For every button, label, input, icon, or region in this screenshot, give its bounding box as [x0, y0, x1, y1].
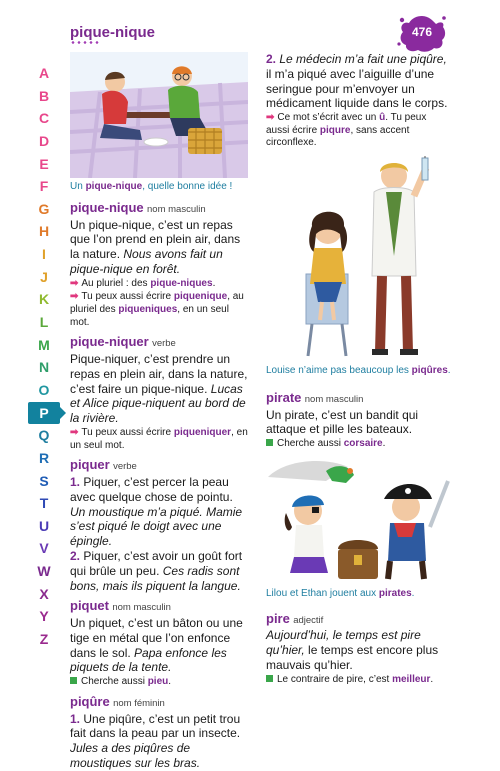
entry-pire [266, 612, 452, 629]
entry-piqure [70, 695, 250, 712]
green-square-icon [266, 439, 273, 446]
note: ➡ Tu peux aussi écrire piqueniquer, en un seul mot. [70, 426, 248, 451]
alphabet-index [28, 62, 60, 651]
alphabet-letter-m[interactable]: M [38, 336, 50, 353]
note: ➡ Au pluriel : des pique-niques. [70, 277, 216, 289]
green-square-icon [70, 677, 77, 684]
alphabet-letter-y[interactable]: Y [39, 608, 49, 625]
part-of-speech: nom féminin [113, 697, 165, 709]
alphabet-letter-s[interactable]: S [39, 472, 49, 489]
alphabet-letter-r[interactable]: R [38, 449, 50, 466]
doctor-caption: Louise n’aime pas beaucoup les piqûres. [266, 364, 451, 376]
left-column [70, 52, 250, 771]
green-square-icon [266, 675, 273, 682]
sense-1: 1. Piquer, c’est percer la peau avec quelque chose de pointu. Un moustique m’a piqué. Mamie s’est piqué le doigt avec une épingle. [70, 474, 243, 549]
alphabet-letter-q[interactable]: Q [38, 427, 50, 444]
alphabet-letter-h[interactable]: H [38, 223, 50, 240]
definition: Un pique-nique, c’est un repas que l’on prend en plein air, dans la nature. Nous avons fait un pique-nique en forêt. [70, 217, 241, 276]
definition: Pique-niquer, c’est prendre un repas en plein air, dans la nature, c’est faire un pique-nique. Lucas et Alice pique-niquent au bord de la rivière. [70, 351, 248, 426]
entry-piquet [70, 599, 250, 616]
title-dots [70, 41, 100, 44]
alphabet-letter-f[interactable]: F [39, 178, 49, 195]
alphabet-letter-a[interactable]: A [38, 65, 50, 81]
alphabet-letter-w[interactable]: W [37, 563, 51, 580]
alphabet-letter-p[interactable]: P [28, 402, 60, 425]
right-column [266, 52, 452, 687]
sense-2: 2. Piquer, c’est avoir un goût fort qui brûle un peu. Ces radis sont bons, mais ils piquent la langue. [70, 548, 243, 593]
see-also: Cherche aussi corsaire. [266, 438, 452, 451]
sense-2: 2. Le médecin m’a fait une piqûre, il m’a piqué avec l’aiguille d’une seringue pour m’envoyer un médicament liquide dans le corps. [266, 52, 448, 111]
doctor-illustration [266, 156, 452, 362]
alphabet-letter-g[interactable]: G [38, 200, 50, 217]
arrow-icon: ➡ [266, 112, 275, 124]
alphabet-letter-x[interactable]: X [39, 585, 49, 602]
pirates-illustration [266, 457, 452, 585]
headword: pirate [266, 389, 302, 405]
page-number: 476 [411, 25, 433, 39]
headword: piquer [70, 457, 110, 473]
alphabet-letter-t[interactable]: T [39, 495, 49, 512]
headword: pique-niquer [70, 334, 149, 350]
definition: Aujourd’hui, le temps est pire qu’hier, le temps est encore plus mauvais qu’hier. [266, 628, 439, 672]
alphabet-letter-i[interactable]: I [42, 246, 46, 263]
part-of-speech: verbe [152, 338, 176, 350]
page-title: pique-nique [70, 24, 155, 41]
see-also: Cherche aussi pieu. [70, 676, 250, 689]
alphabet-letter-b[interactable]: B [38, 87, 50, 104]
alphabet-letter-n[interactable]: N [38, 359, 50, 376]
entry-pirate [266, 391, 452, 408]
note: ➡ Tu peux aussi écrire piquenique, au pluriel des piqueniques, en un seul mot. [70, 291, 244, 328]
part-of-speech: nom masculin [304, 393, 364, 405]
alphabet-letter-o[interactable]: O [38, 381, 50, 398]
part-of-speech: nom masculin [112, 602, 171, 614]
headword: pique-nique [70, 199, 144, 215]
alphabet-letter-e[interactable]: E [39, 155, 49, 172]
alphabet-letter-v[interactable]: V [39, 540, 49, 557]
pirates-caption: Lilou et Ethan jouent aux pirates. [266, 587, 415, 599]
entry-piquer [70, 458, 250, 475]
arrow-icon: ➡ [70, 426, 79, 438]
picnic-illustration [70, 52, 248, 178]
arrow-icon: ➡ [70, 291, 79, 303]
alphabet-letter-k[interactable]: K [38, 291, 50, 308]
headword: pire [266, 610, 290, 626]
picnic-caption: Un pique-nique, quelle bonne idée ! [70, 181, 233, 192]
headword: piquet [70, 598, 109, 614]
definition: Un pirate, c’est un bandit qui attaque et pille les bateaux. [266, 407, 419, 437]
alphabet-letter-j[interactable]: J [40, 268, 48, 285]
alphabet-letter-u[interactable]: U [38, 517, 50, 534]
alphabet-letter-l[interactable]: L [39, 314, 49, 331]
alphabet-letter-d[interactable]: D [38, 132, 50, 149]
entry-pique-niquer [70, 335, 250, 352]
alphabet-letter-c[interactable]: C [38, 110, 50, 127]
alphabet-letter-z[interactable]: Z [39, 631, 49, 648]
note: ➡ Ce mot s’écrit avec un û. Tu peux aussi écrire piqure, sans accent circonflexe. [266, 112, 427, 149]
part-of-speech: adjectif [293, 614, 324, 626]
entry-pique-nique [70, 201, 250, 218]
page-number-badge [396, 12, 448, 54]
sense-1: 1. Une piqûre, c’est un petit trou fait dans la peau par un insecte. Jules a des piqûres de moustiques sur les bras. [70, 711, 241, 771]
antonym: Le contraire de pire, c’est meilleur. [266, 674, 452, 687]
part-of-speech: nom masculin [147, 203, 206, 215]
part-of-speech: verbe [113, 461, 137, 473]
headword: piqûre [70, 693, 110, 709]
arrow-icon: ➡ [70, 277, 79, 289]
definition: Un piquet, c’est un bâton ou une tige en métal que l’on enfonce dans le sol. Papa enfonce les piquets de la tente. [70, 616, 243, 675]
